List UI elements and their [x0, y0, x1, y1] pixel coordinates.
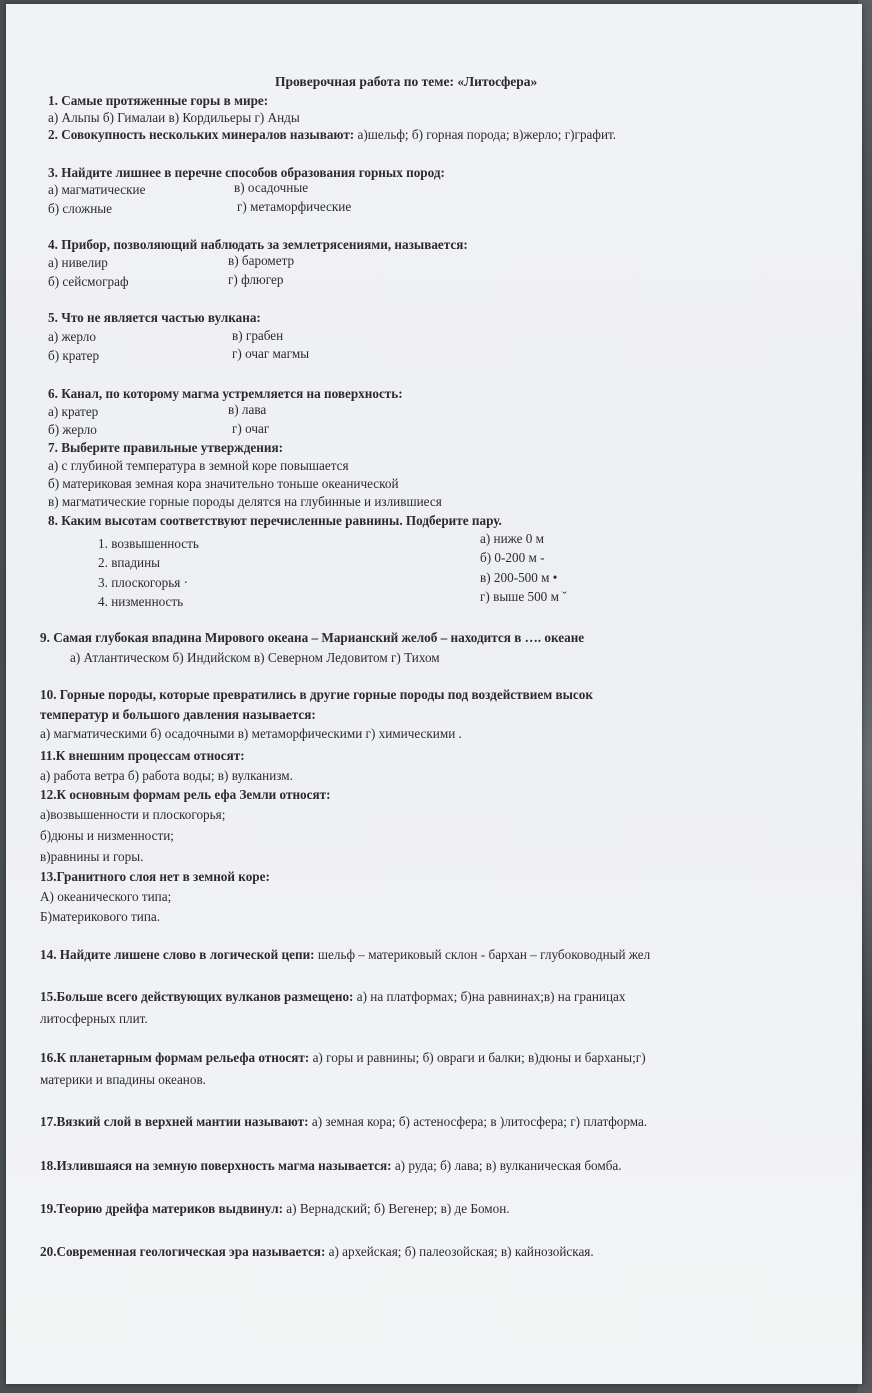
q4-question: 4. Прибор, позволяющий наблюдать за землетрясениями, называется:	[48, 237, 468, 252]
q3-option-g: г) метаморфические	[237, 199, 352, 214]
q2-question: 2. Совокупность нескольких минералов называют:	[48, 127, 355, 142]
q19-question: 19.Теорию дрейфа материков выдвинул:	[40, 1201, 283, 1216]
q10-options: а) магматическими б) осадочными в) метаморфическими г) химическими .	[40, 726, 462, 741]
q6-option-v: в) лава	[228, 402, 267, 417]
q1-question: 1. Самые протяженные горы в мире:	[48, 93, 269, 108]
q13-option-a: А) океанического типа;	[40, 889, 172, 904]
q15-options-continued: литосферных плит.	[40, 1011, 148, 1026]
q2-options: а)шельф; б) горная порода; в)жерло; г)графит.	[357, 127, 617, 142]
q12-option-b: б)дюны и низменности;	[40, 828, 174, 843]
q19-options: а) Вернадский; б) Вегенер; в) де Бомон.	[282, 1201, 510, 1216]
q12-option-a: а)возвышенности и плоскогорья;	[40, 807, 226, 822]
q5-option-v: в) грабен	[232, 328, 284, 343]
q14-line	[40, 947, 650, 963]
q7-option-a: а) с глубиной температура в земной коре повышается	[48, 458, 349, 473]
q12-question: 12.К основным формам рель ефа Земли относят:	[40, 787, 331, 802]
q11-options: а) работа ветра б) работа воды; в) вулканизм.	[40, 768, 293, 783]
q17-line	[40, 1114, 647, 1130]
q6-option-b: б) жерло	[48, 422, 97, 437]
q14-options: шельф – материковый склон - бархан – глубоководный жел	[314, 947, 651, 962]
q8-right-v: в) 200-500 м •	[480, 570, 558, 585]
q9-options: а) Атлантическом б) Индийском в) Северном Ледовитом г) Тихом	[70, 650, 440, 665]
q20-options: а) архейская; б) палеозойская; в) кайнозойская.	[325, 1244, 594, 1259]
q6-question: 6. Канал, по которому магма устремляется на поверхность:	[48, 386, 403, 401]
q8-right-b: б) 0-200 м -	[480, 550, 545, 565]
q18-options: а) руда; б) лава; в) вулканическая бомба.	[391, 1158, 622, 1173]
q20-question: 20.Современная геологическая эра называется:	[40, 1244, 326, 1259]
q18-line	[40, 1158, 622, 1174]
q13-question: 13.Гранитного слоя нет в земной коре:	[40, 869, 270, 884]
q15-question: 15.Больше всего действующих вулканов размещено:	[40, 989, 354, 1004]
q8-left-4: 4. низменность	[98, 594, 184, 609]
q19-line	[40, 1201, 510, 1217]
q3-question: 3. Найдите лишнее в перечне способов образования горных пород:	[48, 165, 445, 180]
q5-option-a: а) жерло	[48, 329, 96, 344]
q8-left-3: 3. плоскогорья ·	[98, 575, 188, 590]
q5-option-g: г) очаг магмы	[232, 346, 310, 361]
worksheet-page	[6, 4, 862, 1384]
q17-question: 17.Вязкий слой в верхней мантии называют:	[40, 1114, 309, 1129]
page-title: Проверочная работа по теме: «Литосфера»	[275, 74, 538, 89]
q3-option-a: а) магматические	[48, 182, 146, 197]
q7-option-v: в) магматические горные породы делятся на глубинные и излившиеся	[48, 494, 442, 509]
q17-options: а) земная кора; б) астеносфера; в )литосфера; г) платформа.	[308, 1114, 648, 1129]
q10-question-line1: 10. Горные породы, которые превратились в другие горные породы под воздействием высок	[40, 687, 593, 702]
q16-options: а) горы и равнины; б) овраги и балки; в)дюны и барханы;г)	[309, 1050, 646, 1065]
q3-option-v: в) осадочные	[234, 180, 309, 195]
q5-question: 5. Что не является частью вулкана:	[48, 310, 261, 325]
q12-option-v: в)равнины и горы.	[40, 849, 144, 864]
q9-question: 9. Самая глубокая впадина Мирового океана – Марианский желоб – находится в …. океане	[40, 630, 585, 645]
q11-question: 11.К внешним процессам относят:	[40, 748, 245, 763]
q1-options: а) Альпы б) Гималаи в) Кордильеры г) Анды	[48, 110, 300, 125]
q8-left-2: 2. впадины	[98, 555, 161, 570]
q5-option-b: б) кратер	[48, 348, 100, 363]
q4-option-g: г) флюгер	[228, 272, 284, 287]
q8-right-g: г) выше 500 м ˇ	[480, 589, 567, 604]
q20-line	[40, 1244, 594, 1260]
q6-option-g: г) очаг	[232, 421, 270, 436]
q7-question: 7. Выберите правильные утверждения:	[48, 440, 283, 455]
q2-line	[48, 127, 616, 143]
q16-question: 16.К планетарным формам рельефа относят:	[40, 1050, 310, 1065]
q15-options: а) на платформах; б)на равнинах;в) на границах	[353, 989, 626, 1004]
q16-line	[40, 1050, 646, 1066]
q14-question: 14. Найдите лишене слово в логической цепи:	[40, 947, 315, 962]
q13-option-b: Б)материкового типа.	[40, 909, 161, 924]
q4-option-a: а) нивелир	[48, 255, 108, 270]
q4-option-b: б) сейсмограф	[48, 274, 129, 289]
q18-question: 18.Излившаяся на земную поверхность магма называется:	[40, 1158, 392, 1173]
q3-option-b: б) сложные	[48, 201, 112, 216]
q15-line	[40, 989, 625, 1005]
q6-option-a: а) кратер	[48, 404, 99, 419]
q10-question-line2: температур и большого давления называется:	[40, 707, 316, 722]
q8-question: 8. Каким высотам соответствуют перечисленные равнины. Подберите пару.	[48, 513, 502, 528]
q7-option-b: б) материковая земная кора значительно тоньше океанической	[48, 476, 399, 491]
q4-option-v: в) барометр	[228, 253, 295, 268]
q16-options-continued: материки и впадины океанов.	[40, 1072, 206, 1087]
q8-left-1: 1. возвышенность	[98, 536, 199, 551]
q8-right-a: а) ниже 0 м	[480, 531, 544, 546]
